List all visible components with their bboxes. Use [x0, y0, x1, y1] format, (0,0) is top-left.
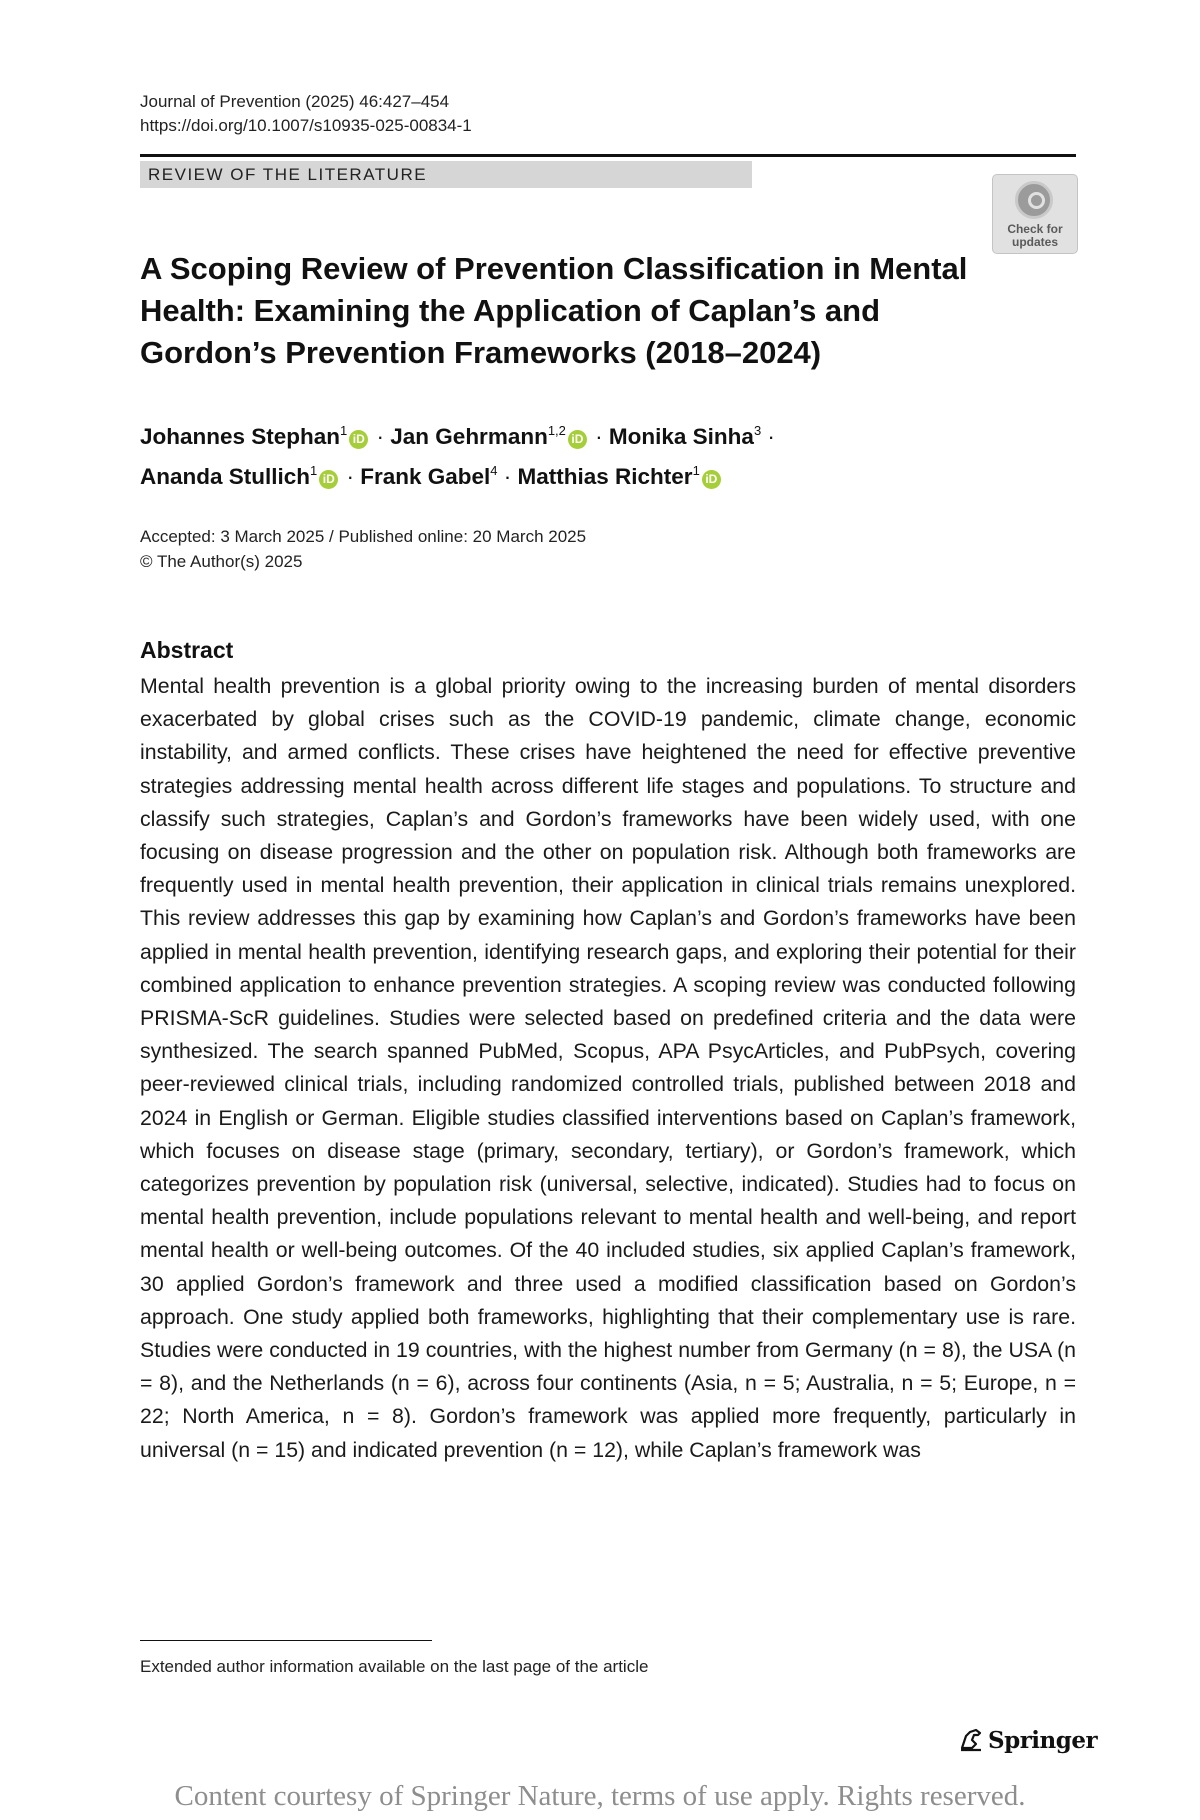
crossmark-badge[interactable]: [992, 174, 1078, 254]
footnote-rule: [140, 1640, 432, 1641]
springer-horse-icon: [958, 1726, 984, 1752]
article-category: REVIEW OF THE LITERATURE: [140, 161, 752, 188]
author-affiliation: 1: [340, 423, 348, 438]
abstract-text: Mental health prevention is a global priority owing to the increasing burden of mental disorders exacerbated by global crises such as the COVID-19 pandemic, climate change, economic instability, and armed conflicts. These crises have heightened the need for effective preventive strategies addressing mental health across different life stages and populations. To structure and classify such strategies, Caplan’s and Gordon’s frameworks have been widely used, with one focusing on disease progression and the other on population risk. Although both frameworks are frequently used in mental health prevention, their application in clinical trials remains unexplored. This review addresses this gap by examining how Caplan’s and Gordon’s frameworks have been applied in mental health prevention, identifying research gaps, and exploring their potential for their combined application to enhance prevention strategies. A scoping review was conducted following PRISMA-ScR guidelines. Studies were selected based on predefined criteria and the data were synthesized. The search spanned PubMed, Scopus, APA PsycArticles, and PubPsych, covering peer-reviewed clinical trials, including randomized controlled trials, published between 2018 and 2024 in English or German. Eligible studies classified interventions based on Caplan’s framework, which focuses on disease stage (primary, secondary, tertiary), or Gordon’s framework, which categorizes prevention by population risk (universal, selective, indicated). Studies had to focus on mental health prevention, include populations relevant to mental health and well-being, and report mental health or well-being outcomes. Of the 40 included studies, six applied Caplan’s framework, 30 applied Gordon’s framework and three used a modified classification based on Gordon’s approach. One study applied both frameworks, highlighting that their complementary use is rare. Studies were conducted in 19 countries, with the highest number from Germany (n = 8), the USA (n = 8), and the Netherlands (n = 6), across four continents (Asia, n = 5; Australia, n = 5; Europe, n = 22; North America, n = 8). Gordon’s framework was applied more frequently, particularly in universal (n = 15) and indicated prevention (n = 12), while Caplan’s framework was: [140, 674, 1076, 1462]
orcid-icon[interactable]: iD: [319, 470, 338, 489]
orcid-icon[interactable]: iD: [568, 430, 587, 449]
author-affiliation: 4: [490, 463, 498, 478]
author-separator: ·: [588, 424, 609, 449]
crossmark-label: Check for updates: [1007, 222, 1063, 249]
author-affiliation: 1: [692, 463, 700, 478]
author-affiliation: 3: [753, 423, 762, 438]
orcid-icon[interactable]: iD: [349, 430, 368, 449]
publication-dates: Accepted: 3 March 2025 / Published online: 20 March 2025: [140, 527, 587, 546]
author-name: Matthias Richter: [517, 464, 693, 489]
author-info-footnote: Extended author information available on the last page of the article: [140, 1657, 649, 1676]
author-name: Ananda Stullich: [140, 464, 311, 489]
journal-citation: Journal of Prevention (2025) 46:427–454: [140, 92, 450, 111]
author-name: Jan Gehrmann: [390, 424, 548, 449]
publisher-logo: [958, 1726, 1097, 1754]
author-name: Johannes Stephan: [140, 424, 341, 449]
author-separator: ·: [497, 464, 518, 489]
author-separator: ·: [761, 424, 775, 449]
author-separator: ·: [370, 424, 391, 449]
orcid-icon[interactable]: iD: [702, 470, 721, 489]
author-name: Frank Gabel: [360, 464, 491, 489]
abstract-heading: Abstract: [140, 637, 234, 663]
courtesy-notice: Content courtesy of Springer Nature, terms of use apply. Rights reserved.: [174, 1780, 1026, 1812]
author-separator: ·: [340, 464, 361, 489]
doi-link[interactable]: https://doi.org/10.1007/s10935-025-00834-1: [140, 116, 472, 135]
header-rule: [140, 154, 1076, 157]
publisher-name: Springer: [988, 1727, 1098, 1754]
author-list: [140, 414, 1040, 494]
author-affiliation: 1,2: [547, 423, 566, 438]
author-name: Monika Sinha: [608, 424, 754, 449]
author-affiliation: 1: [310, 463, 318, 478]
crossmark-icon: [1015, 181, 1053, 219]
article-title: A Scoping Review of Prevention Classification in Mental Health: Examining the Application of Caplan’s and Gordon’s Prevention Frameworks (2018–2024): [140, 251, 968, 370]
copyright-line: © The Author(s) 2025: [140, 552, 303, 571]
